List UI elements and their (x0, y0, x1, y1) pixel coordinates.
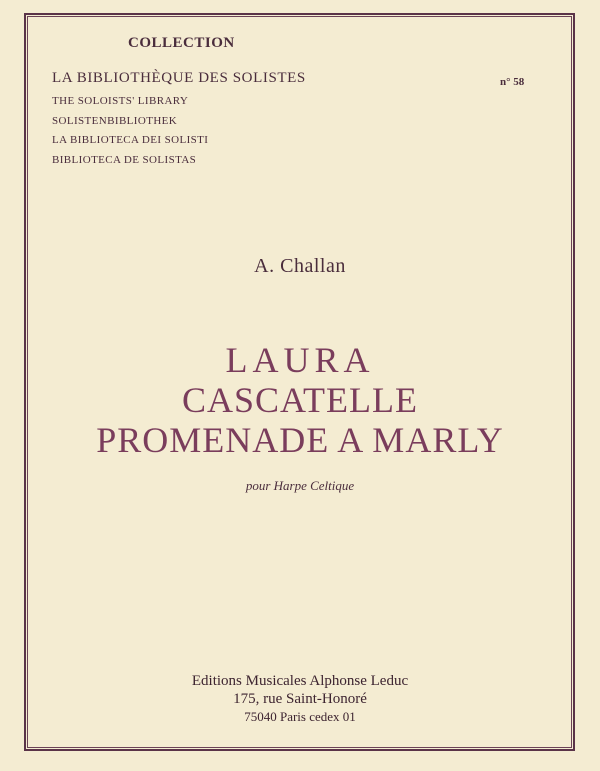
series-title-list (52, 70, 306, 173)
publisher-name: Editions Musicales Alphonse Leduc (191, 673, 409, 689)
instrumentation-subtitle: pour Harpe Celtique (245, 478, 355, 493)
publisher-address-street: 175, rue Saint-Honoré (233, 691, 367, 707)
publisher-block (0, 672, 600, 726)
work-titles (0, 340, 600, 460)
series-number: n° 58 (500, 76, 525, 88)
work-title-promenade: PROMENADE A MARLY (96, 420, 504, 460)
publisher-address-city: 75040 Paris cedex 01 (244, 709, 356, 724)
series-title-spanish: BIBLIOTECA DE SOLISTAS (52, 153, 197, 166)
collection-heading: COLLECTION (128, 35, 235, 51)
series-title-german: SOLISTENBIBLIOTHEK (52, 114, 178, 127)
work-title-laura: LAURA (225, 340, 375, 380)
series-title-italian: LA BIBLIOTECA DEI SOLISTI (52, 134, 209, 146)
composer-name: A. Challan (254, 255, 346, 277)
work-title-cascatelle: CASCATELLE (181, 380, 418, 420)
series-title-french: LA BIBLIOTHÈQUE DES SOLISTES (52, 70, 306, 86)
series-title-english: THE SOLOISTS' LIBRARY (52, 95, 189, 107)
